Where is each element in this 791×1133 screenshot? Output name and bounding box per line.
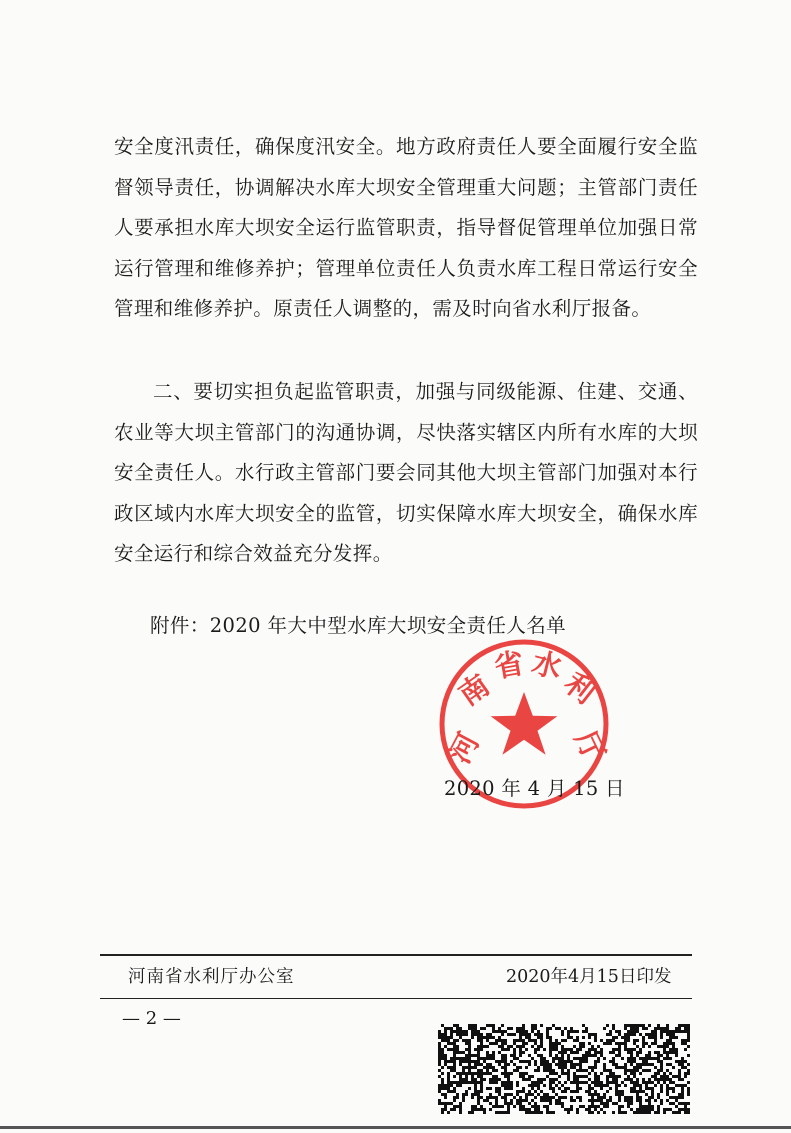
barcode-pattern [438,1024,691,1116]
svg-text:水: 水 [528,644,566,686]
issuing-office: 河南省水利厅办公室 [128,967,295,987]
svg-text:厅: 厅 [568,725,612,767]
svg-text:河: 河 [442,727,486,769]
svg-text:南: 南 [452,667,496,713]
signature-date: 2020 年 4 月 15 日 [444,777,625,800]
svg-text:省: 省 [491,645,527,685]
svg-text:利: 利 [558,665,602,711]
attachment-line: 附件：2020 年大中型水库大坝安全责任人名单 [150,614,567,637]
seal-star-icon [491,692,558,755]
page-number: — 2 — [122,1008,181,1029]
print-date: 2020年4月15日印发 [506,967,672,987]
scan-edge-line [0,1126,791,1129]
body-paragraph-1: 安全度汛责任，确保度汛安全。地方政府责任人要全面履行安全监督领导责任，协调解决水库大坝安全管理重大问题；主管部门责任人要承担水库大坝安全运行监管职责，指导督促管理单位加强日常运行管理和维修养护；管理单位责任人负责水库工程日常运行安全管理和维修养护。原责任人调整的，需及时向省水利厅报备。 [114,135,698,321]
body-paragraph-2: 二、要切实担负起监管职责，加强与同级能源、住建、交通、农业等大坝主管部门的沟通协调，尽快落实辖区内所有水库的大坝安全责任人。水行政主管部门要会同其他大坝主管部门加强对本行政区域内水库大坝安全的监管，切实保障水库大坝安全，确保水库安全运行和综合效益充分发挥。 [114,380,698,566]
footer-rule-top [100,954,692,956]
footer-rule-bottom [100,998,692,999]
